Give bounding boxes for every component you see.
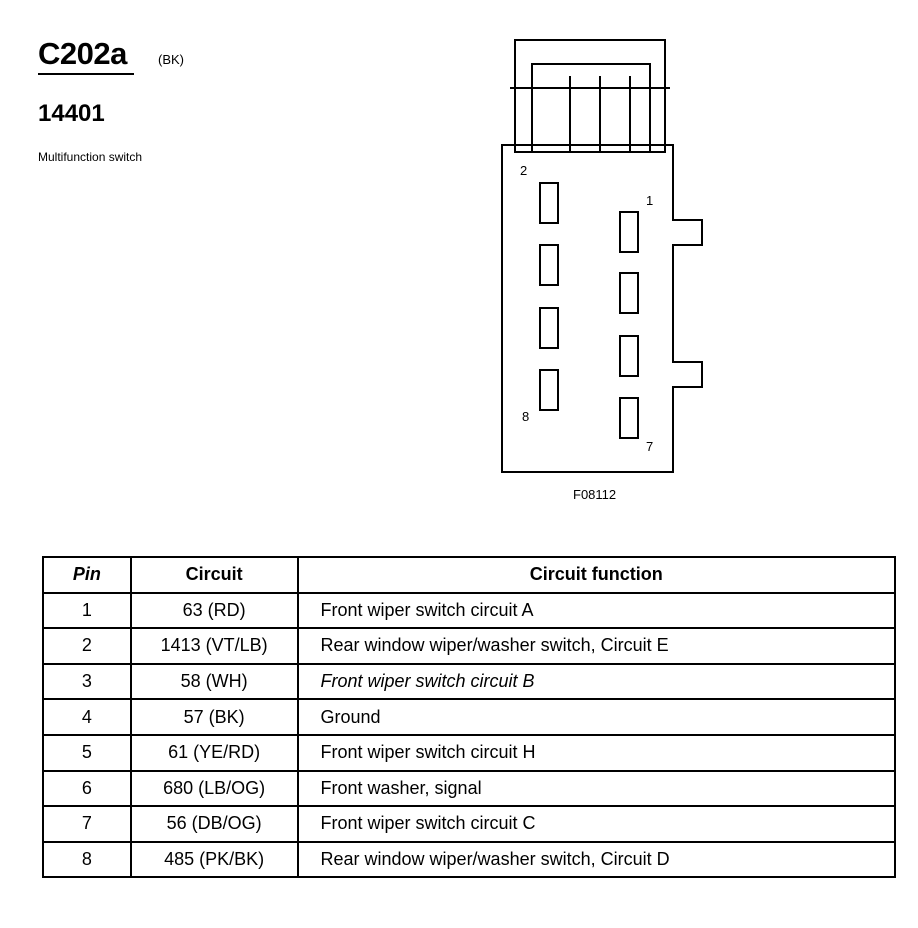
table-row bbox=[43, 735, 895, 771]
pin-cavity-4 bbox=[540, 245, 558, 285]
cell-circuit: 56 (DB/OG) bbox=[131, 806, 298, 842]
cell-pin: 7 bbox=[43, 806, 131, 842]
pin-label-8: 8 bbox=[522, 409, 530, 424]
cell-circuit: 680 (LB/OG) bbox=[131, 771, 298, 807]
pin-cavity-7 bbox=[620, 398, 638, 438]
figure-id: F08112 bbox=[573, 487, 617, 502]
cell-function: Front wiper switch circuit H bbox=[298, 735, 896, 771]
cell-function: Front wiper switch circuit B bbox=[298, 664, 896, 700]
cell-function: Rear window wiper/washer switch, Circuit E bbox=[298, 628, 896, 664]
pin-cavity-6 bbox=[540, 308, 558, 348]
cell-circuit: 485 (PK/BK) bbox=[131, 842, 298, 878]
title-underline bbox=[38, 73, 134, 75]
cell-pin: 4 bbox=[43, 699, 131, 735]
cell-pin: 6 bbox=[43, 771, 131, 807]
pin-cavity-1 bbox=[620, 212, 638, 252]
header-function: Circuit function bbox=[298, 557, 896, 593]
table-row bbox=[43, 806, 895, 842]
pin-label-7: 7 bbox=[646, 439, 654, 454]
pin-table bbox=[42, 556, 896, 878]
connector-body bbox=[502, 145, 702, 472]
header-circuit: Circuit bbox=[131, 557, 298, 593]
cell-pin: 8 bbox=[43, 842, 131, 878]
cell-pin: 3 bbox=[43, 664, 131, 700]
cell-circuit: 1413 (VT/LB) bbox=[131, 628, 298, 664]
part-number: 14401 bbox=[38, 100, 105, 127]
cell-function: Ground bbox=[298, 699, 896, 735]
cell-pin: 5 bbox=[43, 735, 131, 771]
color-code: (BK) bbox=[158, 52, 184, 67]
cell-pin: 2 bbox=[43, 628, 131, 664]
pin-label-1: 1 bbox=[646, 193, 654, 208]
table-row bbox=[43, 771, 895, 807]
cell-function: Front wiper switch circuit C bbox=[298, 806, 896, 842]
connector-face-diagram bbox=[490, 30, 720, 480]
table-row bbox=[43, 628, 895, 664]
header-pin: Pin bbox=[43, 557, 131, 593]
cell-function: Front wiper switch circuit A bbox=[298, 593, 896, 629]
table-row bbox=[43, 842, 895, 878]
table-row bbox=[43, 664, 895, 700]
table-header-row bbox=[43, 557, 895, 593]
pin-cavity-8 bbox=[540, 370, 558, 410]
pin-cavity-3 bbox=[620, 273, 638, 313]
connector-latch-inner bbox=[532, 64, 650, 152]
pin-cavity-5 bbox=[620, 336, 638, 376]
connector-id: C202a bbox=[38, 36, 127, 71]
cell-circuit: 57 (BK) bbox=[131, 699, 298, 735]
cell-circuit: 58 (WH) bbox=[131, 664, 298, 700]
table-row bbox=[43, 699, 895, 735]
connector-description: Multifunction switch bbox=[38, 150, 143, 164]
cell-circuit: 63 (RD) bbox=[131, 593, 298, 629]
cell-circuit: 61 (YE/RD) bbox=[131, 735, 298, 771]
pin-cavity-2 bbox=[540, 183, 558, 223]
cell-function: Front washer, signal bbox=[298, 771, 896, 807]
connector-latch bbox=[515, 40, 665, 152]
cell-pin: 1 bbox=[43, 593, 131, 629]
cell-function: Rear window wiper/washer switch, Circuit D bbox=[298, 842, 896, 878]
pin-label-2: 2 bbox=[520, 163, 528, 178]
table-row bbox=[43, 593, 895, 629]
